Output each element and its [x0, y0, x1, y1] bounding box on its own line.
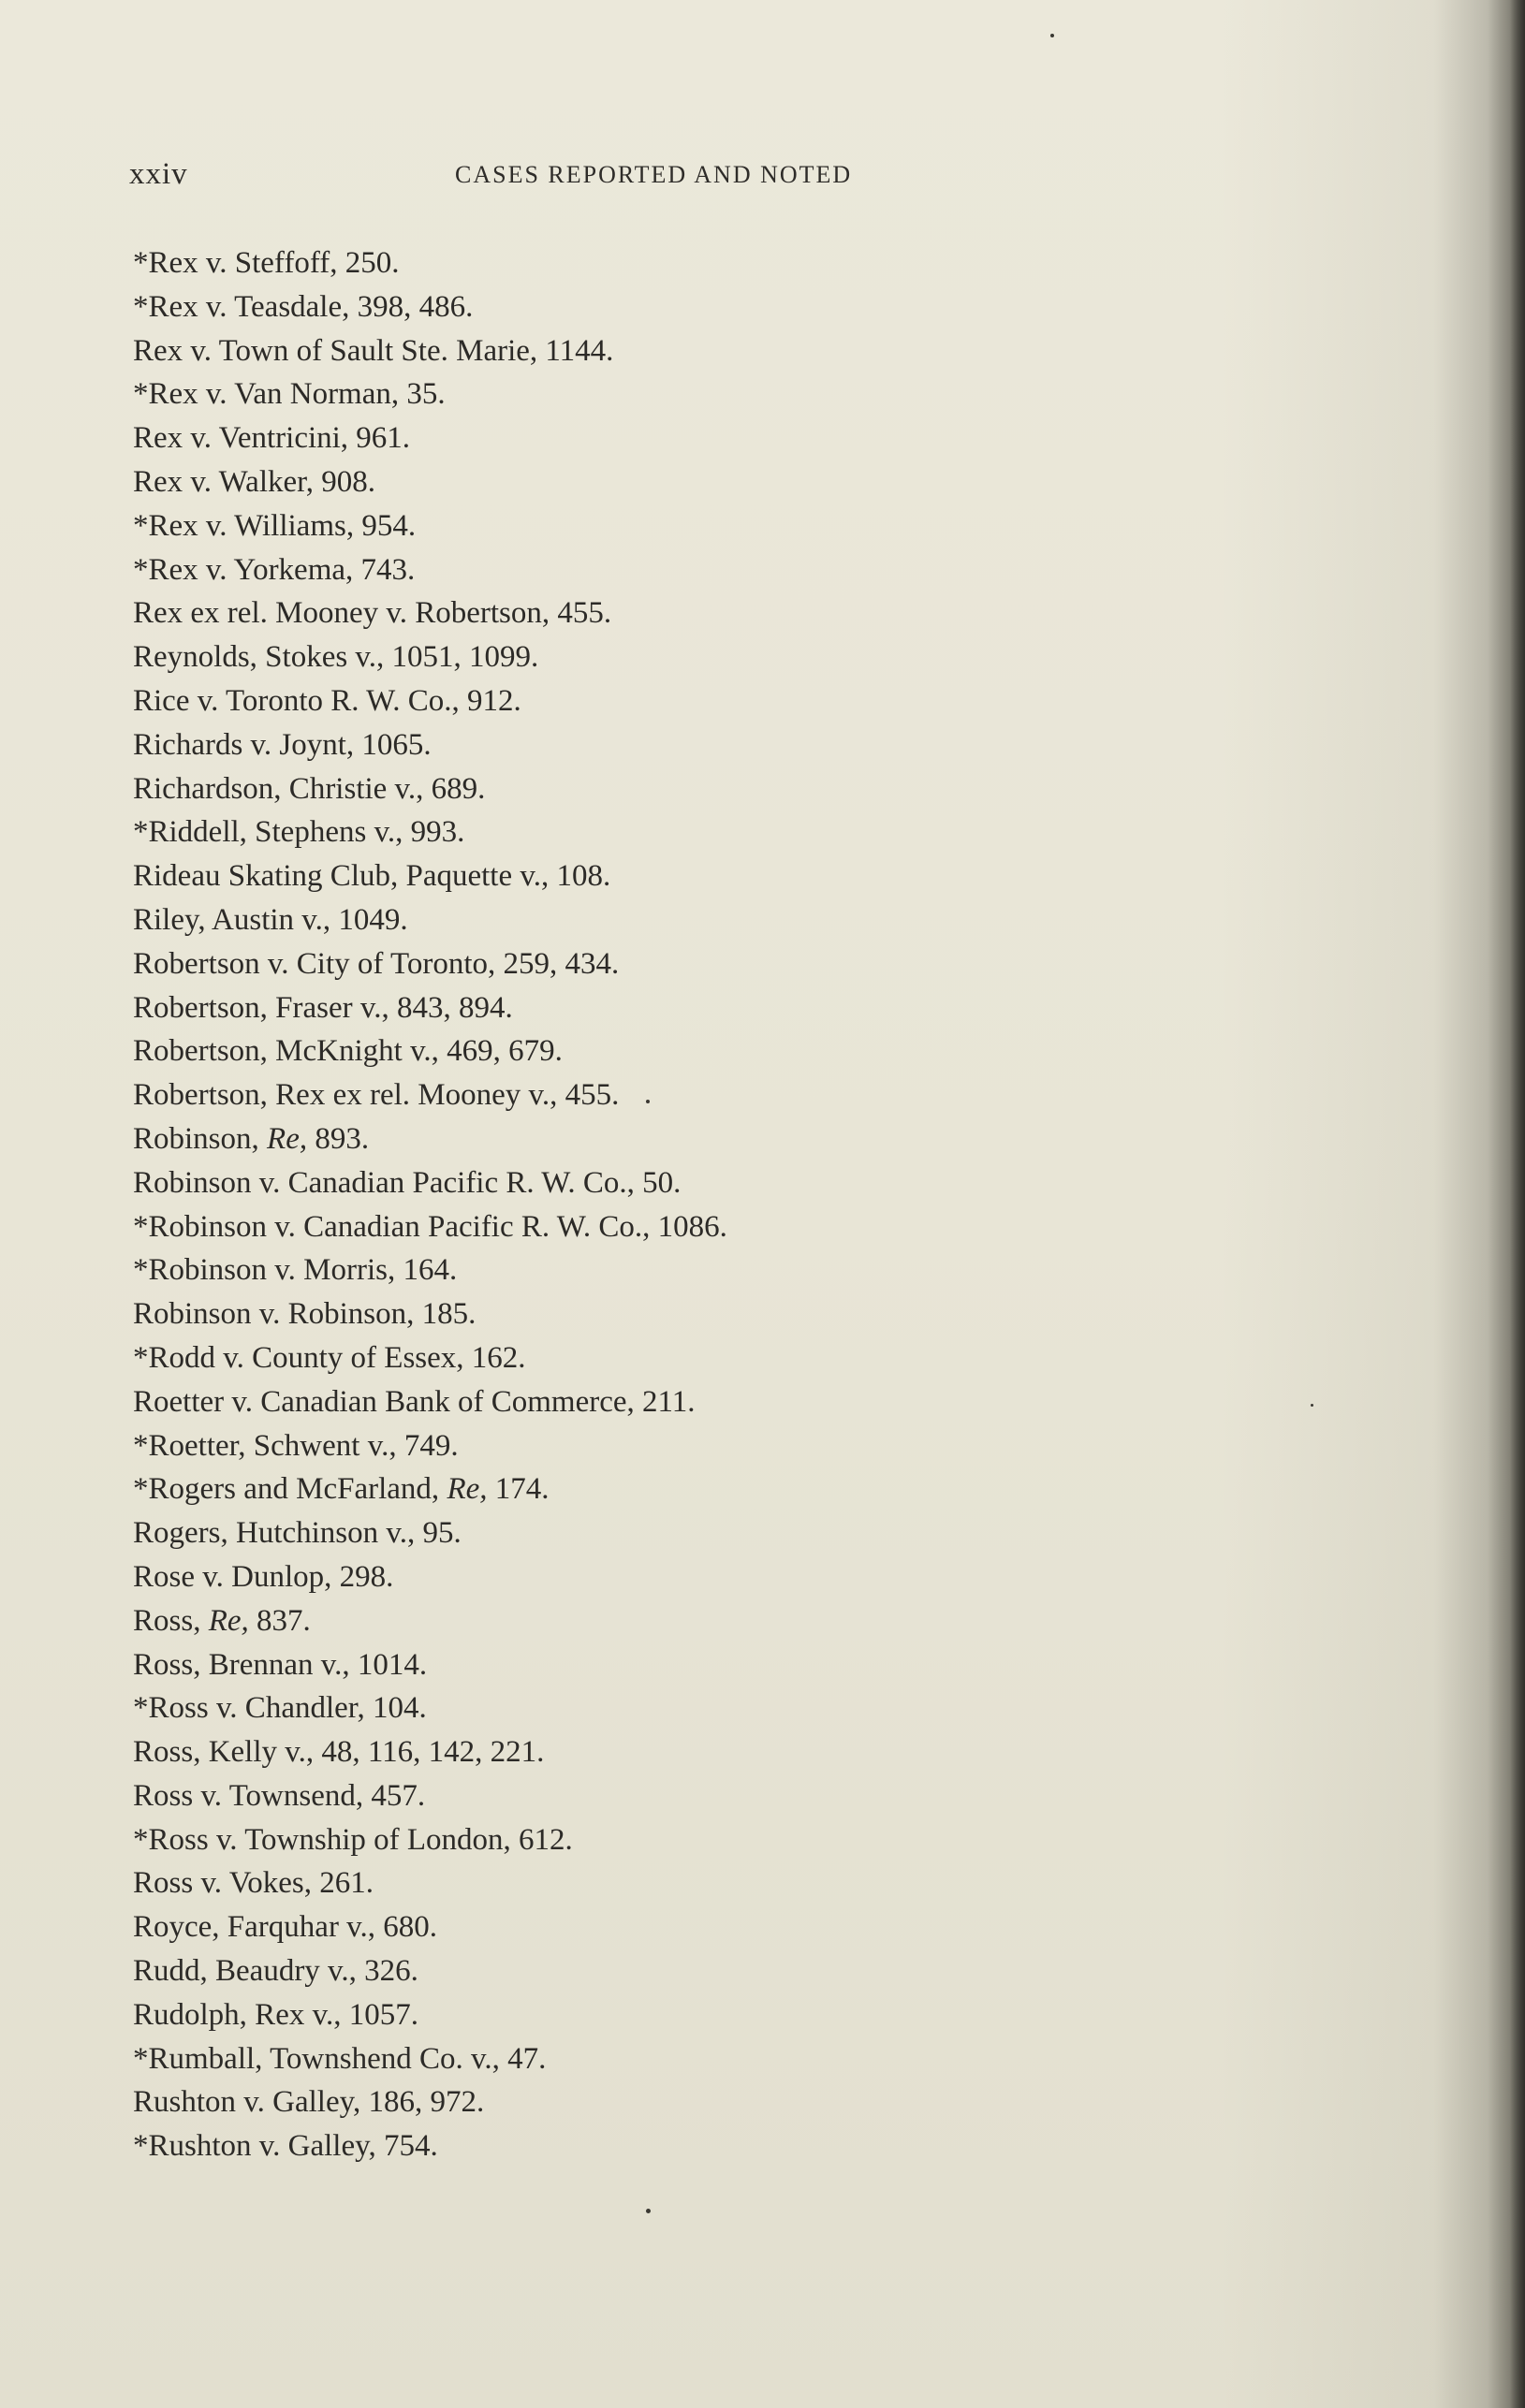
- case-entry: Rex v. Ventricini, 961.: [133, 421, 411, 456]
- case-entry: *Rodd v. County of Essex, 162.: [133, 1340, 526, 1375]
- running-head: [129, 157, 1065, 204]
- page-refs: 174.: [487, 1472, 550, 1507]
- case-entry: *Rumball, Townshend Co. v., 47.: [133, 2041, 547, 2076]
- case-entry: Rose v. Dunlop, 298.: [133, 1559, 394, 1594]
- case-entry: *Riddell, Stephens v., 993.: [133, 815, 465, 850]
- case-entry: *Rex v. Yorkema, 743.: [133, 552, 416, 587]
- case-entry: Riley, Austin v., 1049.: [133, 902, 408, 937]
- case-entry: Robinson v. Canadian Pacific R. W. Co., 50.: [133, 1165, 682, 1200]
- case-entry: Robertson, Fraser v., 843, 894.: [133, 990, 513, 1025]
- case-entry: *Rex v. Van Norman, 35.: [133, 377, 446, 412]
- case-entry: Richards v. Joynt, 1065.: [133, 727, 432, 762]
- case-entry: Ross, Kelly v., 48, 116, 142, 221.: [133, 1735, 545, 1770]
- case-entry: Rogers, Hutchinson v., 95.: [133, 1516, 462, 1551]
- ink-speck: [1311, 1404, 1313, 1407]
- case-entry: Rex v. Walker, 908.: [133, 464, 376, 499]
- case-entry: *Rushton v. Galley, 754.: [133, 2129, 438, 2164]
- re-italic: Re,: [267, 1121, 308, 1156]
- case-entry: *Rex v. Teasdale, 398, 486.: [133, 289, 474, 324]
- case-entry: Rushton v. Galley, 186, 972.: [133, 2085, 485, 2120]
- case-entry: *Robinson v. Canadian Pacific R. W. Co., 1086.: [133, 1209, 727, 1244]
- case-entry: [133, 1117, 1210, 1161]
- case-entry: Robinson v. Robinson, 185.: [133, 1297, 477, 1332]
- case-entry: Royce, Farquhar v., 680.: [133, 1910, 438, 1945]
- case-entry: Robertson v. City of Toronto, 259, 434.: [133, 946, 620, 981]
- case-entry: *Ross v. Chandler, 104.: [133, 1691, 427, 1726]
- case-entry: [133, 1599, 1210, 1643]
- re-italic: Re,: [208, 1603, 249, 1638]
- page-refs: 837.: [248, 1603, 311, 1638]
- case-entry: Roetter v. Canadian Bank of Commerce, 211.: [133, 1384, 696, 1419]
- case-entry: Rudd, Beaudry v., 326.: [133, 1954, 418, 1989]
- ink-speck: [646, 1100, 650, 1103]
- case-entry: Rudolph, Rex v., 1057.: [133, 1997, 418, 2032]
- section-title: CASES REPORTED AND NOTED: [455, 161, 853, 188]
- case-entry: Ross, Brennan v., 1014.: [133, 1647, 428, 1682]
- ink-speck: [1050, 34, 1054, 37]
- case-entry: Reynolds, Stokes v., 1051, 1099.: [133, 640, 539, 675]
- case-entry: [133, 1467, 1210, 1511]
- binding-shadow: [1488, 0, 1525, 2408]
- case-entry: *Robinson v. Morris, 164.: [133, 1253, 458, 1288]
- case-entry: *Rex v. Steffoff, 250.: [133, 246, 400, 280]
- case-entry: Richardson, Christie v., 689.: [133, 771, 486, 806]
- case-entry: *Rex v. Williams, 954.: [133, 508, 417, 543]
- ink-speck: [646, 2209, 651, 2213]
- case-name: Robinson,: [133, 1121, 268, 1156]
- case-list: [133, 241, 1210, 2168]
- case-entry: Ross v. Vokes, 261.: [133, 1866, 374, 1901]
- case-entry: Rex v. Town of Sault Ste. Marie, 1144.: [133, 333, 614, 368]
- case-entry: *Ross v. Township of London, 612.: [133, 1822, 573, 1857]
- case-entry: Ross v. Townsend, 457.: [133, 1778, 426, 1813]
- page-refs: 893.: [307, 1121, 370, 1156]
- case-entry: Robertson, McKnight v., 469, 679.: [133, 1034, 563, 1069]
- case-entry: Rideau Skating Club, Paquette v., 108.: [133, 859, 611, 894]
- case-name: Ross,: [133, 1603, 209, 1638]
- case-entry: *Roetter, Schwent v., 749.: [133, 1428, 459, 1463]
- page-number: xxiv: [129, 157, 188, 191]
- case-name: *Rogers and McFarland,: [133, 1472, 447, 1507]
- case-entry: Rice v. Toronto R. W. Co., 912.: [133, 683, 521, 718]
- case-entry: Robertson, Rex ex rel. Mooney v., 455.: [133, 1078, 620, 1113]
- re-italic: Re,: [447, 1472, 488, 1507]
- case-entry: Rex ex rel. Mooney v. Robertson, 455.: [133, 596, 612, 631]
